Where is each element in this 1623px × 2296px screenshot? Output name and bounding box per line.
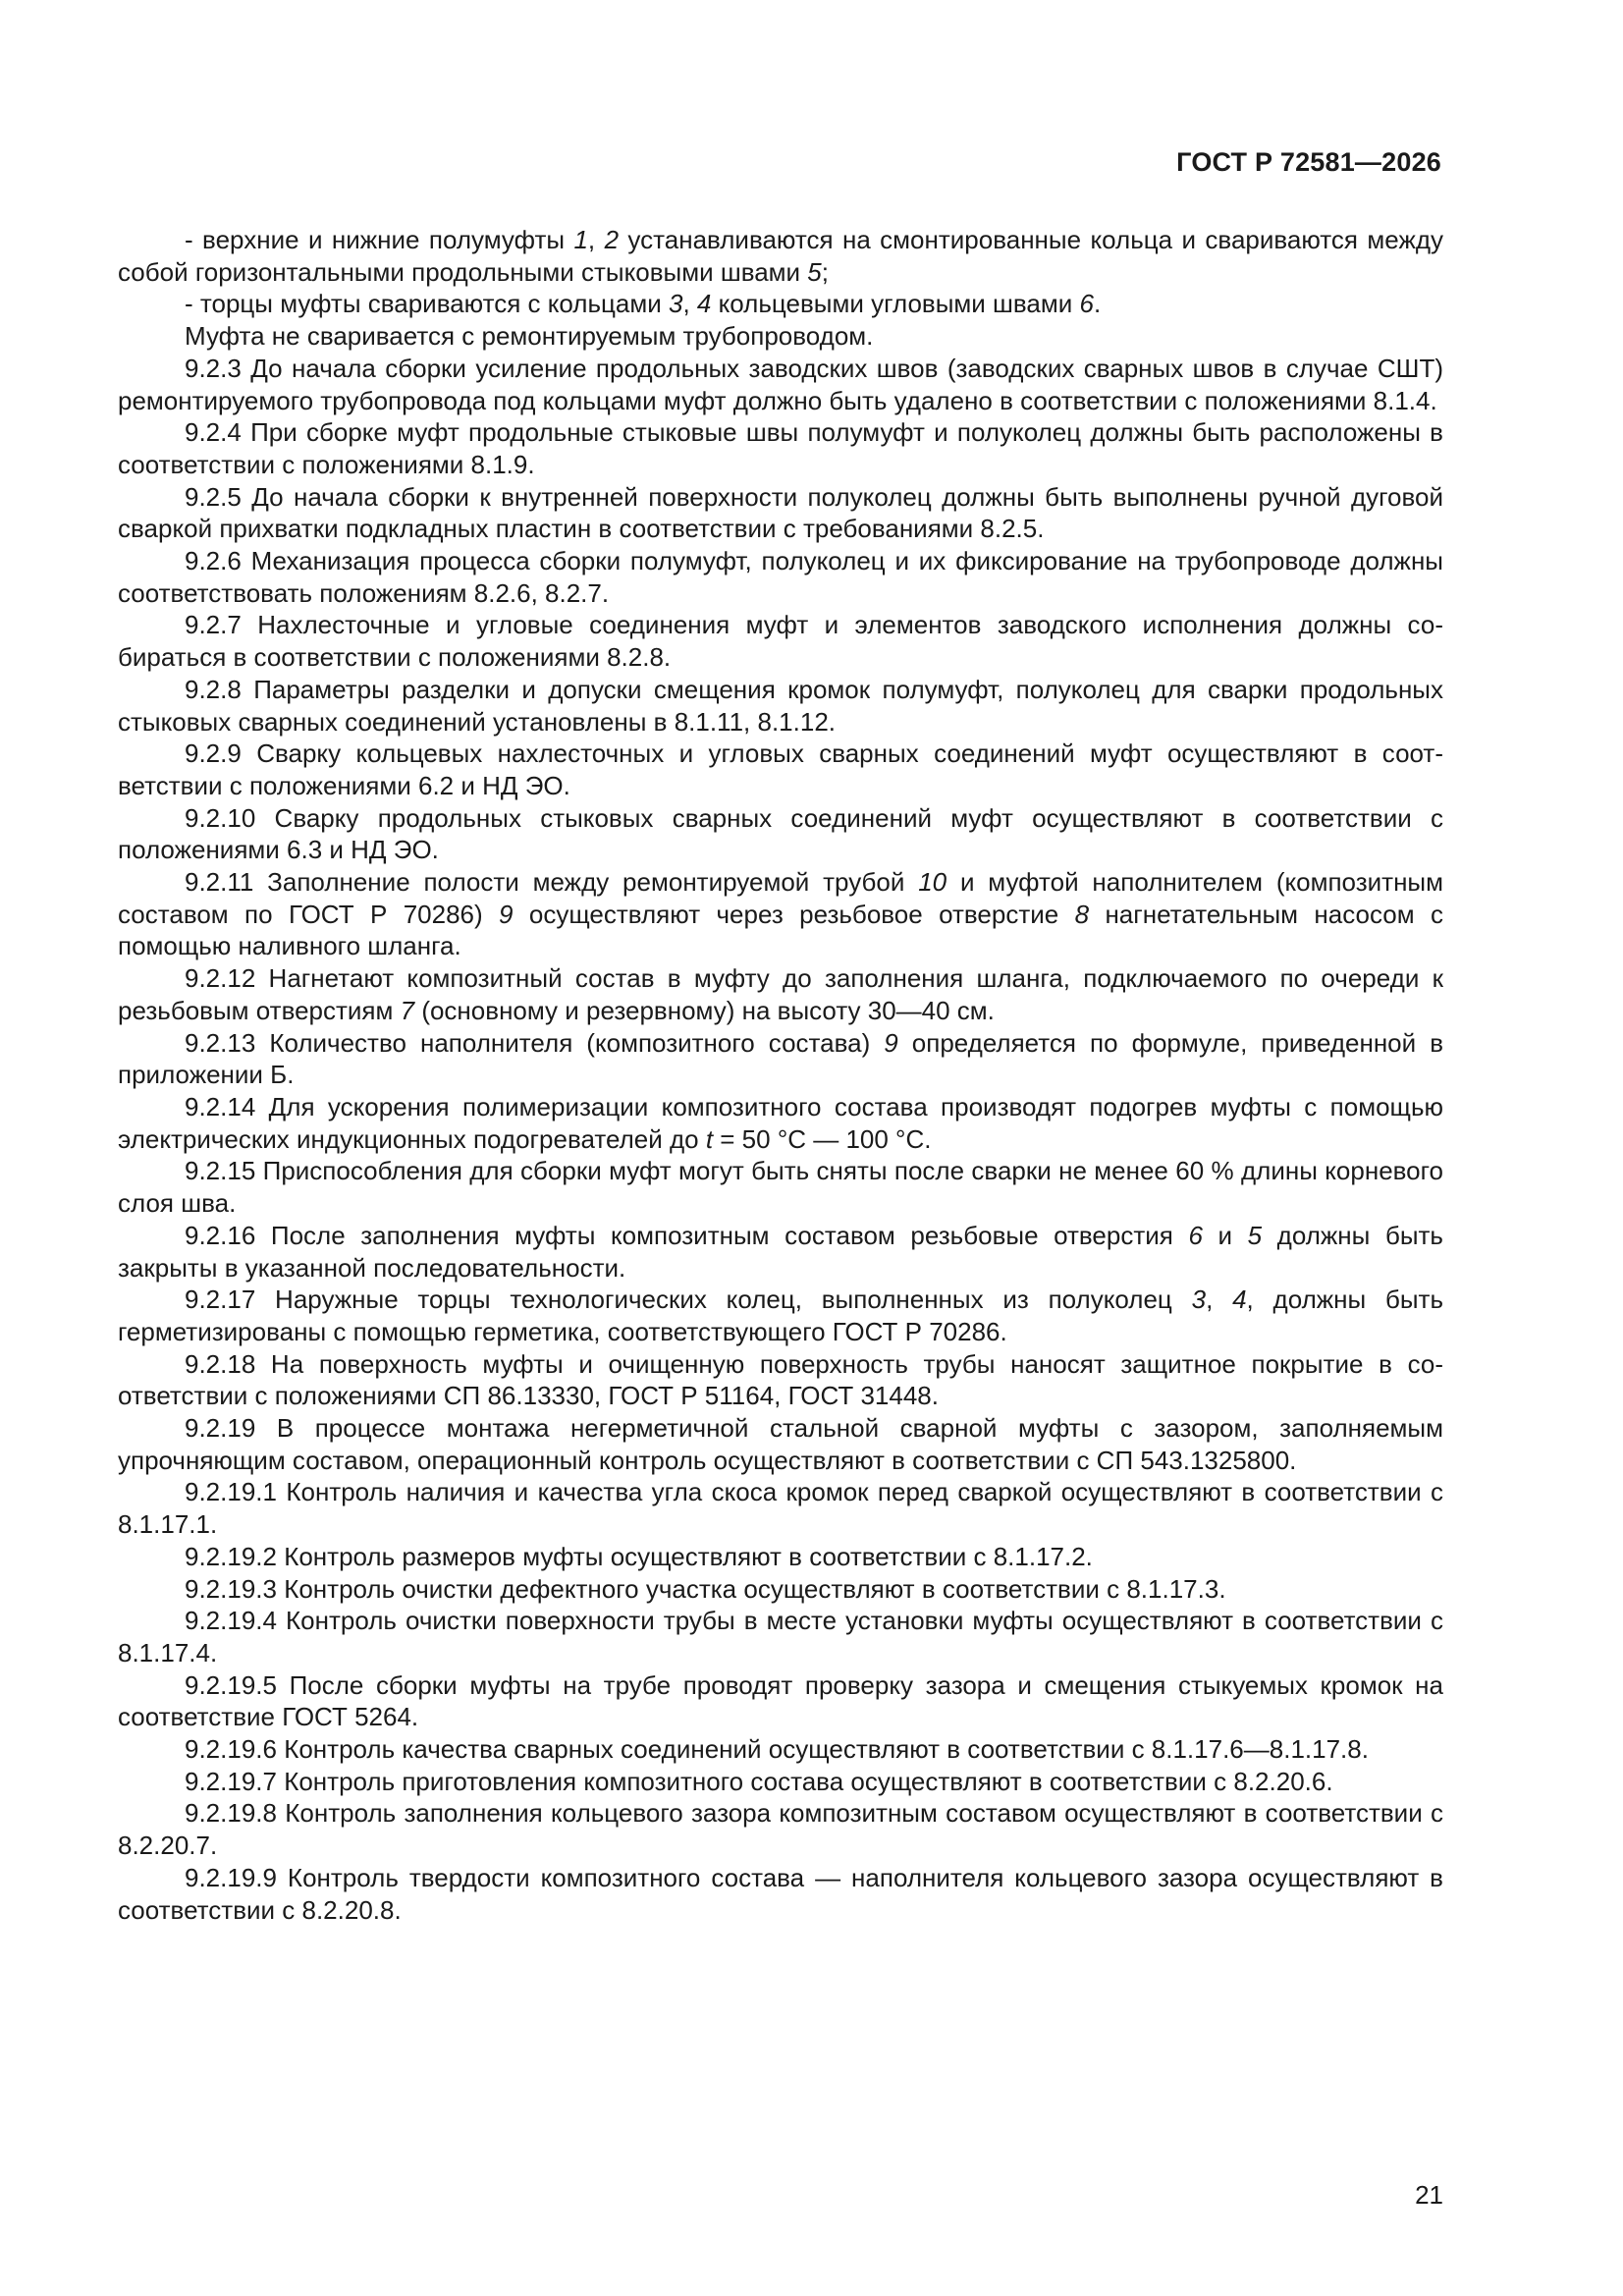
paragraph: 9.2.10 Сварку продольных стыковых сварных соединений муфт осуществляют в соответствии с положениями 6.3 и НД ЭО.	[118, 802, 1443, 865]
paragraph: 9.2.6 Механизация процесса сборки полумуфт, полуколец и их фиксирование на трубопроводе должны соответствовать положениям 8.2.6, 8.2.7.	[118, 546, 1443, 608]
paragraph: 9.2.19.3 Контроль очистки дефектного участка осуществляют в соответствии с 8.1.17.3.	[185, 1573, 1226, 1604]
paragraph: 9.2.13 Количество наполнителя (композитного состава) 9 определяется по формуле, приведенной в приложении Б.	[118, 1027, 1444, 1090]
paragraph: - верхние и нижние полумуфты 1, 2 устанавливаются на смонтированные кольца и свариваются между собой горизонтальными продольными стыковыми швами 5;	[118, 225, 1444, 287]
paragraph: 9.2.18 На поверхность муфты и очищенную поверхность трубы наносят защитное покрытие в соответствии с положениями СП 86.13330, ГОСТ Р 51164, ГОСТ 31448.	[118, 1348, 1443, 1411]
paragraph: 9.2.19.6 Контроль качества сварных соединений осуществляют в соответствии с 8.1.17.6—8.1.17.8.	[185, 1734, 1369, 1765]
paragraph: 9.2.5 До начала сборки к внутренней поверхности полуколец должны быть выполнены ручной дуговой сваркой прихватки подкладных пластин в соответствии с требованиями 8.2.5.	[118, 481, 1443, 544]
paragraph: 9.2.8 Параметры разделки и допуски смещения кромок полумуфт, полуколец для сварки продольных стыковых сварных соединений установлены в 8.1.11, 8.1.12.	[118, 674, 1443, 737]
paragraph: 9.2.14 Для ускорения полимеризации композитного состава производят подогрев муфты с помощью электрических индукционных подогревателей до t = 50 °С — 100 °С.	[118, 1091, 1443, 1154]
paragraph: 9.2.15 Приспособления для сборки муфт могут быть сняты после сварки не менее 60 % длины корневого слоя шва.	[118, 1156, 1443, 1219]
paragraph: 9.2.12 Нагнетают композитный состав в муфту до заполнения шланга, подключаемого по очереди к резьбовым отверстиям 7 (основному и резервному) на высоту 30—40 см.	[118, 963, 1443, 1025]
page-number: 21	[1415, 2180, 1443, 2210]
paragraph: 9.2.17 Наружные торцы технологических колец, выполненных из полуколец 3, 4, должны быть герметизированы с помощью герметика, соответствующего ГОСТ Р 70286.	[118, 1285, 1444, 1346]
paragraph: 9.2.19.9 Контроль твердости композитного состава — наполнителя кольцевого зазора осуществляют в соответствии с 8.2.20.8.	[118, 1862, 1443, 1925]
paragraph: 9.2.19.4 Контроль очистки поверхности трубы в месте установки муфты осуществляют в соответствии с 8.1.17.4.	[118, 1606, 1443, 1667]
paragraph: Муфта не сваривается с ремонтируемым трубопроводом.	[185, 321, 874, 352]
paragraph: 9.2.11 Заполнение полости между ремонтируемой трубой 10 и муфтой наполнителем (композитным составом по ГОСТ Р 70286) 9 осуществляют через резьбовое отверстие 8 нагнетательным насосом с помощью наливного шланга.	[118, 867, 1444, 961]
document-body	[118, 224, 1443, 1926]
paragraph: 9.2.19.2 Контроль размеров муфты осуществляют в соответствии с 8.1.17.2.	[185, 1541, 1093, 1571]
document-header-id: ГОСТ Р 72581—2026	[1176, 147, 1441, 177]
paragraph: 9.2.16 После заполнения муфты композитным составом резьбовые отверстия 6 и 5 должны быть закрыты в указанной последовательности.	[118, 1220, 1443, 1283]
paragraph: - торцы муфты свариваются с кольцами 3, 4 кольцевыми угловыми швами 6.	[185, 289, 1102, 319]
paragraph: 9.2.19 В процессе монтажа негерметичной стальной сварной муфты с зазором, заполняемым упрочняющим составом, операционный контроль осуществляют в соответствии с СП 543.1325800.	[118, 1413, 1443, 1475]
paragraph: 9.2.19.7 Контроль приготовления композитного состава осуществляют в соответствии с 8.2.20.6.	[185, 1766, 1333, 1796]
paragraph: 9.2.7 Нахлесточные и угловые соединения муфт и элементов заводского исполнения должны собираться в соответствии с положениями 8.2.8.	[118, 610, 1443, 673]
paragraph: 9.2.19.1 Контроль наличия и качества угла скоса кромок перед сваркой осуществляют в соответствии с 8.1.17.1.	[118, 1477, 1443, 1540]
paragraph: 9.2.19.8 Контроль заполнения кольцевого зазора композитным составом осуществляют в соответствии с 8.2.20.7.	[118, 1798, 1443, 1861]
paragraph: 9.2.3 До начала сборки усиление продольных заводских швов (заводских сварных швов в случае СШТ) ремонтируемого трубопровода под кольцами муфт должно быть удалено в соответствии с положениями 8.1.4.	[118, 353, 1443, 415]
paragraph: 9.2.9 Сварку кольцевых нахлесточных и угловых сварных соединений муфт осуществляют в соответствии с положениями 6.2 и НД ЭО.	[118, 738, 1443, 800]
paragraph: 9.2.19.5 После сборки муфты на трубе проводят проверку зазора и смещения стыкуемых кромок на соответствие ГОСТ 5264.	[118, 1669, 1443, 1732]
paragraph: 9.2.4 При сборке муфт продольные стыковые швы полумуфт и полуколец должны быть расположены в соответствии с положениями 8.1.9.	[118, 417, 1443, 479]
